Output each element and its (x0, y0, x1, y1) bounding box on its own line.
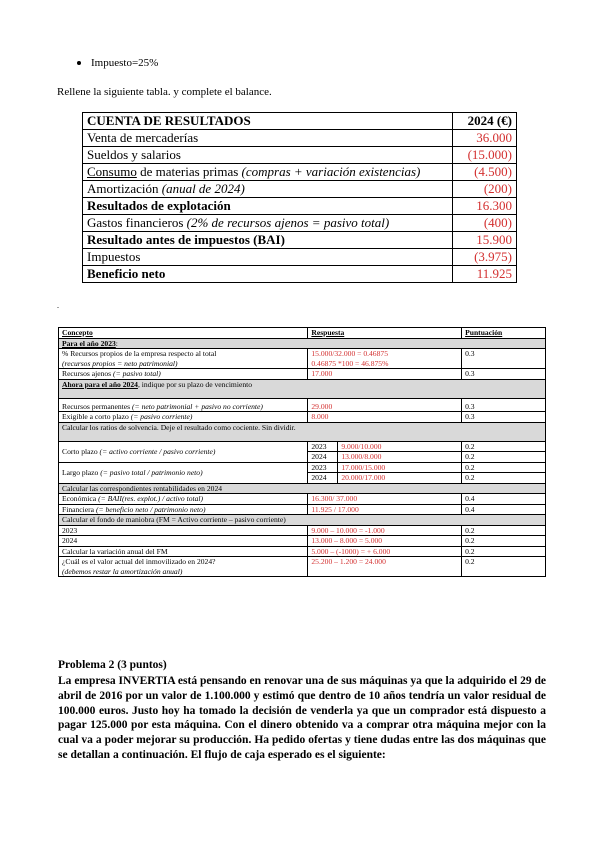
row-label: Beneficio neto (83, 266, 453, 283)
table-row: ¿Cuál es el valor actual del inmovilizado en 2024? (debemos restar la amortización anual) 25.200 – 1.200 = 24.000 0.2 (59, 557, 546, 577)
section-row: Calcular los ratios de solvencia. Deje el resultado como cociente. Sin dividir. (59, 422, 546, 441)
table-row (83, 130, 517, 147)
table-row: Largo plazo (= pasivo total / patrimonio neto) 2023 17.000/15.000 0.2 (59, 462, 546, 473)
table-row (83, 198, 517, 215)
row-value: 36.000 (453, 130, 517, 147)
table-row: Exigible a corto plazo (= pasivo corriente) 8.000 0.3 (59, 412, 546, 423)
ratios-table (58, 327, 546, 577)
problem-2-text: La empresa INVERTIA está pensando en renovar una de sus máquinas ya que la adquirido el 29 de abril de 2016 por un valor de 1.100.000 y estimó que dentro de 10 años tendría un valor residual de 100.000 euros. Justo hoy ha tomado la decisión de venderla ya que un comprador está dispuesto a pagar 125.000 por esta máquina. Con el dinero obtenido va a comprar otra máquina mejor con la cual va a poder mejorar su producción. Ha pedido ofertas y tiene dudas entre las dos máquinas que se detallan a continuación. El flujo de caja esperado es el siguiente: (58, 675, 546, 761)
table-row: Recursos permanentes (= neto patrimonial + pasivo no corriente) 29.000 0.3 (59, 398, 546, 412)
table-row: % Recursos propios de la empresa respecto al total (recursos propios = neto patrimonial) 15.000/32.000 = 0.46875 0.46875 *100 = 46.875% 0.3 (59, 349, 546, 369)
bullet-dot-icon (77, 61, 81, 65)
table-row: 2024 13.000/8.000 0.2 (59, 452, 546, 463)
table-row (83, 181, 517, 198)
section-row: Calcular el fondo de maniobra (FM = Activo corriente – pasivo corriente) (59, 515, 546, 526)
row-label: Gastos financieros (2% de recursos ajenos = pasivo total) (83, 215, 453, 232)
row-value: 11.925 (453, 266, 517, 283)
dot-mark: . (57, 301, 59, 310)
bullet-item: Impuesto=25% (77, 57, 158, 69)
row-label: Impuestos (83, 249, 453, 266)
table-row (83, 266, 517, 283)
table-row: 2024 20.000/17.000 0.2 (59, 473, 546, 484)
row-value: (400) (453, 215, 517, 232)
row-value: (3.975) (453, 249, 517, 266)
table-row: Calcular la variación anual del FM 5.000 – (-1000) = + 6.000 0.2 (59, 546, 546, 557)
row-label: Consumo de materias primas (compras + variación existencias) (83, 164, 453, 181)
row-value: (200) (453, 181, 517, 198)
header-respuesta: Respuesta (308, 328, 462, 339)
section-row: Para el año 2023: (59, 338, 546, 349)
table-row: Financiera (= beneficio neto / patrimonio neto) 11.925 / 17.000 0.4 (59, 504, 546, 515)
table-header-row (59, 328, 546, 339)
row-label: Venta de mercaderías (83, 130, 453, 147)
table-row: 2023 9.000 – 10.000 = -1.000 0.2 (59, 525, 546, 536)
table-row: Económica (= BAII(res. explot.) / activo total) 16.300/ 37.000 0.4 (59, 494, 546, 505)
table-row: 2024 13.000 – 8.000 = 5.000 0.2 (59, 536, 546, 547)
section-row: Calcular las correspondientes rentabilidades en 2024 (59, 483, 546, 494)
row-label: Amortización (anual de 2024) (83, 181, 453, 198)
table-row (83, 249, 517, 266)
row-value: 15.900 (453, 232, 517, 249)
table-row (83, 215, 517, 232)
table-row (83, 164, 517, 181)
table-header-row (83, 113, 517, 130)
header-label: CUENTA DE RESULTADOS (83, 113, 453, 130)
row-label: Resultado antes de impuestos (BAI) (83, 232, 453, 249)
row-label: Resultados de explotación (83, 198, 453, 215)
table-row: Recursos ajenos (= pasivo total) 17.000 0.3 (59, 369, 546, 380)
row-value: 16.300 (453, 198, 517, 215)
instruction-text: Rellene la siguiente tabla. y complete el balance. (57, 86, 272, 98)
income-statement-table (82, 112, 517, 283)
table-row (83, 232, 517, 249)
header-concepto: Concepto (59, 328, 308, 339)
row-value: (15.000) (453, 147, 517, 164)
table-row: Corto plazo (= activo corriente / pasivo corriente) 2023 9.000/10.000 0.2 (59, 441, 546, 452)
row-label: Sueldos y salarios (83, 147, 453, 164)
table-row (83, 147, 517, 164)
header-year: 2024 (€) (453, 113, 517, 130)
header-puntuacion: Puntuación (462, 328, 546, 339)
row-value: (4.500) (453, 164, 517, 181)
section-row: Ahora para el año 2024, indique por su plazo de vencimiento (59, 379, 546, 398)
problem-2-title: Problema 2 (3 puntos) (58, 659, 167, 671)
